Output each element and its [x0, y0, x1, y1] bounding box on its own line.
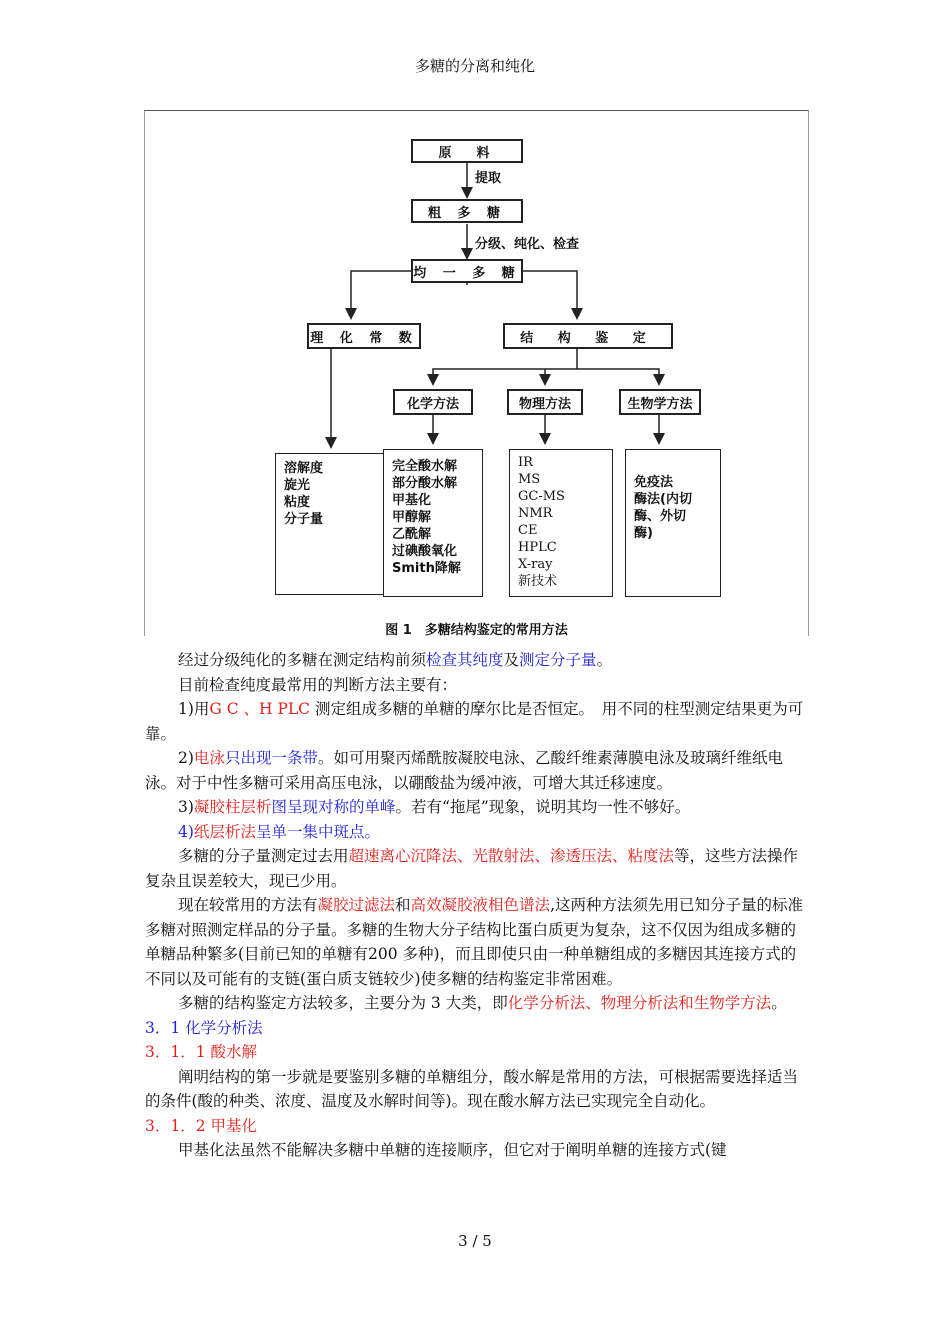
list-item: 粘度	[284, 495, 311, 510]
list-item: 分子量	[284, 512, 324, 527]
paragraph: 阐明结构的第一步就是要鉴别多糖的单糖组分，酸水解是常用的方法，可根据需要选择适当的条件(酸的种类、浓度、温度及水解时间等)。现在酸水解方法已实现完全自动化。	[145, 1067, 799, 1110]
list-item: X-ray	[518, 557, 553, 572]
list-item: 新技术	[518, 574, 558, 589]
list-item: 酶法(内切	[634, 492, 692, 507]
list-item: NMR	[518, 506, 553, 521]
paragraph: 1)用G C 、H PLC 测定组成多糖的单糖的摩尔比是否恒定。 用不同的柱型测定结果更为可靠。	[145, 700, 804, 743]
list-box-biological	[625, 449, 721, 597]
list-item: 酶、外切	[634, 509, 687, 524]
paragraph: 多糖的分子量测定过去用超速离心沉降法、光散射法、渗透压法、粘度法等，这些方法操作复杂且误差较大，现已少用。	[145, 847, 799, 890]
section-heading: 3．1．2 甲基化	[145, 1116, 258, 1135]
list-box-physical	[509, 449, 613, 597]
list-item: 免疫法	[634, 475, 674, 490]
paragraph: 多糖的结构鉴定方法较多，主要分为 3 大类，即化学分析法、物理分析法和生物学方法。	[178, 994, 787, 1012]
list-item: 过碘酸氧化	[392, 544, 458, 559]
list-item: 乙酰解	[392, 527, 432, 542]
figure-caption: 图 1 多糖结构鉴定的常用方法	[385, 623, 568, 638]
page-header: 多糖的分离和纯化	[414, 57, 535, 75]
paragraph: 现在较常用的方法有凝胶过滤法和高效凝胶液相色谱法,这两种方法须先用已知分子量的标准多糖对照测定样品的分子量。多糖的生物大分子结构比蛋白质更为复杂，这不仅因为组成多糖的单糖品种繁多(目前已知的单糖有200 多种)，而且即使只由一种单糖组成的多糖因其连接方式的不同以及可能有的支链(蛋白质支链较少)使多糖的结构鉴定非常困难。	[145, 896, 803, 988]
list-item: 溶解度	[284, 461, 324, 476]
edge-label-extract: 提取	[475, 171, 502, 186]
flowchart-figure	[144, 110, 809, 636]
paragraph: 经过分级纯化的多糖在测定结构前须检查其纯度及测定分子量。	[178, 651, 613, 669]
body-text	[145, 648, 810, 1163]
list-item: Smith降解	[392, 561, 461, 576]
list-item: 部分酸水解	[392, 476, 458, 491]
list-item: 甲醇解	[392, 510, 432, 525]
list-item: 旋光	[284, 478, 311, 493]
node-physical-methods: 物理方法	[507, 389, 583, 415]
list-item: 酶)	[634, 526, 653, 541]
node-physicochemical-constants: 理 化 常 数	[307, 323, 421, 349]
paragraph: 4)纸层析法呈单一集中斑点。	[178, 822, 380, 841]
paragraph: 目前检查纯度最常用的判断方法主要有：	[178, 675, 458, 694]
list-item: CE	[518, 523, 538, 538]
node-homogeneous-polysaccharide: 均 一 多 糖	[411, 259, 523, 283]
section-heading: 3．1 化学分析法	[145, 1018, 263, 1037]
paragraph: 甲基化法虽然不能解决多糖中单糖的连接顺序，但它对于阐明单糖的连接方式(键	[178, 1141, 727, 1159]
list-item: 完全酸水解	[392, 459, 458, 474]
node-chemical-methods: 化学方法	[393, 389, 473, 415]
list-box-chemical	[383, 449, 483, 597]
node-raw-material: 原 料	[411, 139, 523, 163]
list-item: GC-MS	[518, 489, 565, 504]
list-item: IR	[518, 455, 533, 470]
paragraph: 2)电泳只出现一条带。如可用聚丙烯酰胺凝胶电泳、乙酸纤维素薄膜电泳及玻璃纤维纸电泳。对于中性多糖可采用高压电泳，以硼酸盐为缓冲液，可增大其迁移速度。	[145, 749, 783, 792]
section-heading: 3．1．1 酸水解	[145, 1043, 258, 1061]
node-structure-identification: 结 构 鉴 定	[503, 323, 673, 349]
node-crude-polysaccharide: 粗 多 糖	[411, 199, 523, 223]
page-number: 3 / 5	[458, 1232, 492, 1250]
list-item: 甲基化	[392, 493, 432, 508]
list-item: HPLC	[518, 540, 557, 555]
list-box-constants	[275, 453, 387, 595]
edge-label-fractionate: 分级、纯化、检查	[475, 237, 580, 252]
node-biological-methods: 生物学方法	[619, 389, 701, 415]
paragraph: 3)凝胶柱层析图呈现对称的单峰。若有“拖尾”现象，说明其均一性不够好。	[178, 798, 691, 816]
list-item: MS	[518, 472, 541, 487]
